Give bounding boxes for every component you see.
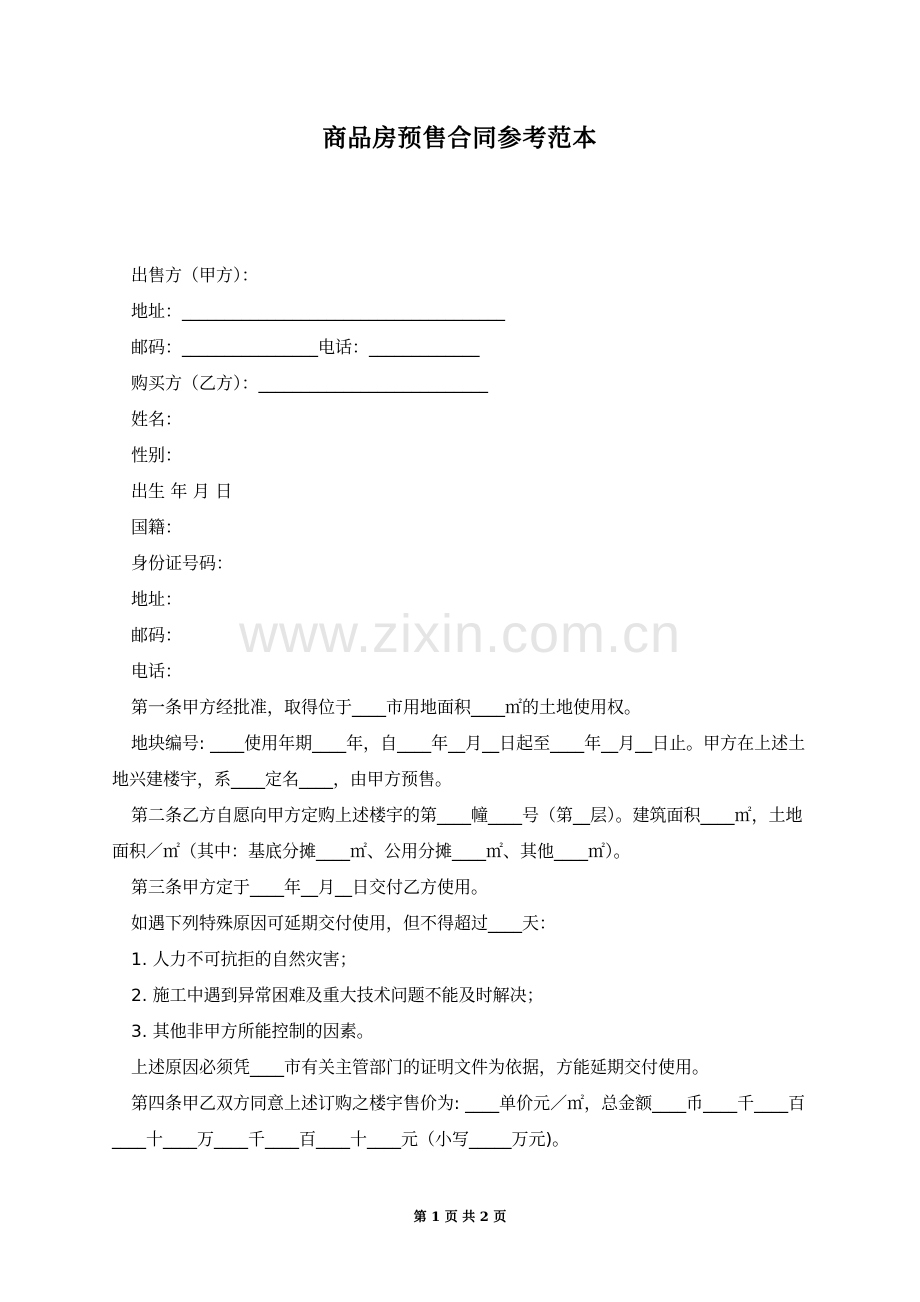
article-2: 第二条乙方自愿向甲方定购上述楼宇的第____幢____号（第__层）。建筑面积____㎡，土地面积／㎡（其中：基底分摊____㎡、公用分摊____㎡、其他____㎡）。 (112, 806, 803, 862)
buyer-gender-line: 性别： (131, 446, 182, 466)
buyer-id-line: 身份证号码： (131, 554, 233, 574)
delay-proof: 上述原因必须凭____市有关主管部门的证明文件为依据，方能延期交付使用。 (131, 1058, 709, 1078)
buyer-name-line: 姓名： (131, 410, 182, 430)
buyer-line: 购买方（乙方）：___________________________ (131, 374, 488, 394)
article-4: 第四条甲乙双方同意上述订购之楼宇售价为: ____单价元／㎡，总金额____币____千____百____十____万____千____百____十____元（小写_____万元)。 (112, 1094, 806, 1150)
buyer-phone-line: 电话： (131, 662, 182, 682)
document-title: 商品房预售合同参考范本 (322, 124, 598, 152)
article-1: 第一条甲方经批准，取得位于____市用地面积____㎡的土地使用权。 (131, 698, 641, 718)
delay-reason-3: 3. 其他非甲方所能控制的因素。 (131, 1022, 374, 1042)
article-3: 第三条甲方定于____年__月__日交付乙方使用。 (131, 878, 488, 898)
watermark: www.zixin.com.cn (238, 604, 682, 664)
seller-address-line: 地址：______________________________________ (131, 302, 505, 322)
seller-line: 出售方（甲方）： (131, 266, 259, 286)
buyer-nationality-line: 国籍： (131, 518, 182, 538)
article-3-delay: 如遇下列特殊原因可延期交付使用，但不得超过____天： (131, 914, 556, 934)
delay-reason-2: 2. 施工中遇到异常困难及重大技术问题不能及时解决； (131, 986, 544, 1006)
delay-reason-1: 1. 人力不可抗拒的自然灾害； (131, 950, 357, 970)
buyer-postcode-line: 邮码： (131, 626, 182, 646)
page-footer: 第 1 页 共 2 页 (413, 1210, 507, 1225)
document-body (112, 258, 812, 1158)
seller-postcode-phone-line: 邮码：________________电话：_____________ (131, 338, 480, 358)
buyer-birth-line: 出生 年 月 日 (131, 482, 233, 502)
buyer-address-line: 地址： (131, 590, 182, 610)
article-1-plot: 地块编号: ____使用年期____年，自____年__月__日起至____年__月__日止。甲方在上述土地兴建楼宇，系____定名____，由甲方预售。 (112, 734, 806, 790)
